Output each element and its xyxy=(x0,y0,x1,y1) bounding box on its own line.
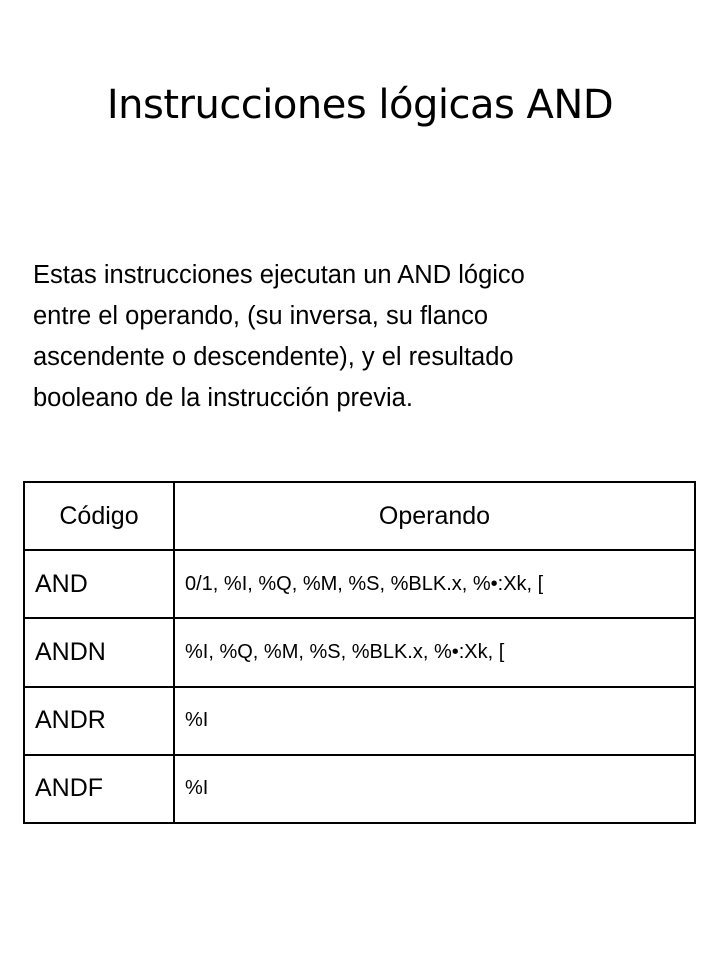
table-header-row xyxy=(24,482,695,550)
description-line: entre el operando, (su inversa, su flanco xyxy=(33,302,489,330)
row-operand: %I xyxy=(174,687,695,755)
row-code: ANDR xyxy=(24,687,174,755)
description xyxy=(33,255,703,419)
table-row xyxy=(24,687,695,755)
row-operand: %I, %Q, %M, %S, %BLK.x, %•:Xk, [ xyxy=(174,618,695,686)
row-operand: 0/1, %I, %Q, %M, %S, %BLK.x, %•:Xk, [ xyxy=(174,550,695,618)
row-code: AND xyxy=(24,550,174,618)
description-line: Estas instrucciones ejecutan un AND lógico xyxy=(33,261,525,289)
table-row xyxy=(24,755,695,823)
header-operando: Operando xyxy=(174,482,695,550)
row-code: ANDF xyxy=(24,755,174,823)
instructions-table xyxy=(23,481,696,824)
table-row xyxy=(24,618,695,686)
page-title: Instrucciones lógicas AND xyxy=(106,82,614,128)
description-line: ascendente o descendente), y el resultado xyxy=(33,343,514,371)
header-codigo: Código xyxy=(24,482,174,550)
table-row xyxy=(24,550,695,618)
row-operand: %I xyxy=(174,755,695,823)
row-code: ANDN xyxy=(24,618,174,686)
description-line: booleano de la instrucción previa. xyxy=(33,384,413,412)
